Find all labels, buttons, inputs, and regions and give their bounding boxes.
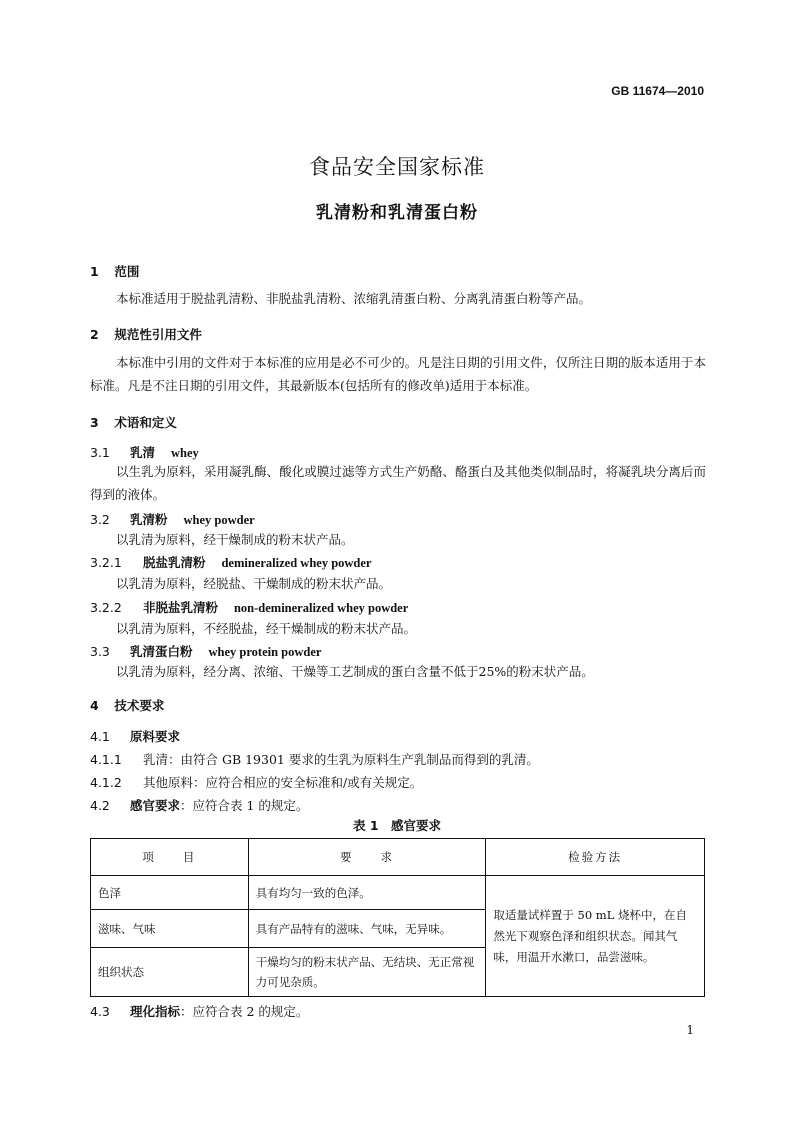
term-3-2-2-definition: 以乳清为原料，不经脱盐，经干燥制成的粉末状产品。 xyxy=(116,621,417,636)
section-3-heading xyxy=(90,413,177,431)
clause-4-1-1 xyxy=(90,750,539,768)
term-number: 3.2 xyxy=(90,512,110,527)
clause-text: 其他原料：应符合相应的安全标准和/或有关规定。 xyxy=(142,775,423,790)
cell-requirement: 具有产品特有的滋味、气味，无异味。 xyxy=(248,910,486,948)
term-zh: 乳清粉 xyxy=(129,512,168,527)
document-subtitle: 乳清粉和乳清蛋白粉 xyxy=(316,203,478,223)
section-4-heading xyxy=(90,696,164,714)
section-number: 3 xyxy=(90,415,99,430)
section-title: 技术要求 xyxy=(114,698,165,713)
clause-number: 4.1.1 xyxy=(90,752,122,767)
cell-item: 滋味、气味 xyxy=(91,910,249,948)
section-title: 术语和定义 xyxy=(114,415,177,430)
section-number: 1 xyxy=(90,264,99,279)
term-3-2-heading xyxy=(90,510,255,528)
term-3-3-definition: 以乳清为原料，经分离、浓缩、干燥等工艺制成的蛋白含量不低于25%的粉末状产品。 xyxy=(116,664,594,679)
section-2-heading xyxy=(90,325,202,343)
cell-item: 组织状态 xyxy=(91,948,249,997)
section-title: 范围 xyxy=(114,264,140,279)
clause-4-2 xyxy=(90,796,308,814)
term-en: demineralized whey powder xyxy=(221,556,372,570)
clause-number: 4.3 xyxy=(90,1004,110,1019)
section-1-text: 本标准适用于脱盐乳清粉、非脱盐乳清粉、浓缩乳清蛋白粉、分离乳清蛋白粉等产品。 xyxy=(116,291,592,306)
clause-number: 4.2 xyxy=(90,798,110,813)
cell-method: 取适量试样置于 50 mL 烧杯中，在自然光下观察色泽和组织状态。闻其气味，用温开水漱口，品尝滋味。 xyxy=(486,876,705,997)
term-zh: 乳清蛋白粉 xyxy=(129,644,193,659)
cell-item: 色泽 xyxy=(91,876,249,910)
table-row xyxy=(91,876,705,910)
section-number: 2 xyxy=(90,327,99,342)
term-zh: 脱盐乳清粉 xyxy=(142,555,206,570)
column-header-item: 项 目 xyxy=(91,839,249,876)
section-2-text: 本标准中引用的文件对于本标准的应用是必不可少的。凡是注日期的引用文件，仅所注日期的版本适用于本标准。凡是不注日期的引用文件，其最新版本(包括所有的修改单)适用于本标准。 xyxy=(90,355,706,393)
term-3-2-1-heading xyxy=(90,553,371,571)
document-title: 食品安全国家标准 xyxy=(309,155,485,179)
term-3-2-definition: 以乳清为原料，经干燥制成的粉末状产品。 xyxy=(116,532,354,547)
clause-title: 原料要求 xyxy=(129,729,180,744)
clause-label: 感官要求 xyxy=(129,798,180,813)
term-3-2-2-heading xyxy=(90,598,408,616)
term-number: 3.3 xyxy=(90,644,110,659)
cell-requirement: 具有均匀一致的色泽。 xyxy=(248,876,486,910)
clause-text: ：应符合表 2 的规定。 xyxy=(180,1004,309,1019)
term-zh: 非脱盐乳清粉 xyxy=(142,600,218,615)
table-1-caption: 表 1 感官要求 xyxy=(352,818,442,833)
clause-4-1-2 xyxy=(90,773,422,791)
term-number: 3.2.2 xyxy=(90,600,122,615)
term-en: whey powder xyxy=(183,513,255,527)
page-number: 1 xyxy=(686,1023,694,1037)
column-header-method: 检验方法 xyxy=(486,839,705,876)
sensory-requirements-table xyxy=(90,838,705,997)
clause-text: 乳清：由符合 GB 19301 要求的生乳为原料生产乳制品而得到的乳清。 xyxy=(142,752,539,767)
term-3-2-1-definition: 以乳清为原料，经脱盐、干燥制成的粉末状产品。 xyxy=(116,576,392,591)
term-3-1-definition: 以生乳为原料，采用凝乳酶、酸化或膜过滤等方式生产奶酪、酪蛋白及其他类似制品时，将凝乳块分离后而得到的液体。 xyxy=(90,464,706,502)
term-en: non-demineralized whey powder xyxy=(233,601,409,615)
clause-4-3 xyxy=(90,1002,308,1020)
section-number: 4 xyxy=(90,698,99,713)
clause-number: 4.1 xyxy=(90,729,110,744)
section-title: 规范性引用文件 xyxy=(114,327,202,342)
table-header-row xyxy=(91,839,705,876)
term-number: 3.1 xyxy=(90,445,110,460)
standard-code: GB 11674—2010 xyxy=(611,84,704,98)
cell-requirement: 干燥均匀的粉末状产品、无结块、无正常视力可见杂质。 xyxy=(248,948,486,997)
term-zh: 乳清 xyxy=(129,445,155,460)
term-3-3-heading xyxy=(90,642,321,660)
term-en: whey xyxy=(170,446,199,460)
clause-label: 理化指标 xyxy=(129,1004,180,1019)
term-number: 3.2.1 xyxy=(90,555,122,570)
column-header-requirement: 要 求 xyxy=(248,839,486,876)
term-3-1-heading xyxy=(90,443,199,461)
clause-4-1 xyxy=(90,727,180,745)
clause-number: 4.1.2 xyxy=(90,775,122,790)
clause-text: ：应符合表 1 的规定。 xyxy=(180,798,309,813)
section-1-heading xyxy=(90,262,139,280)
term-en: whey protein powder xyxy=(208,645,322,659)
